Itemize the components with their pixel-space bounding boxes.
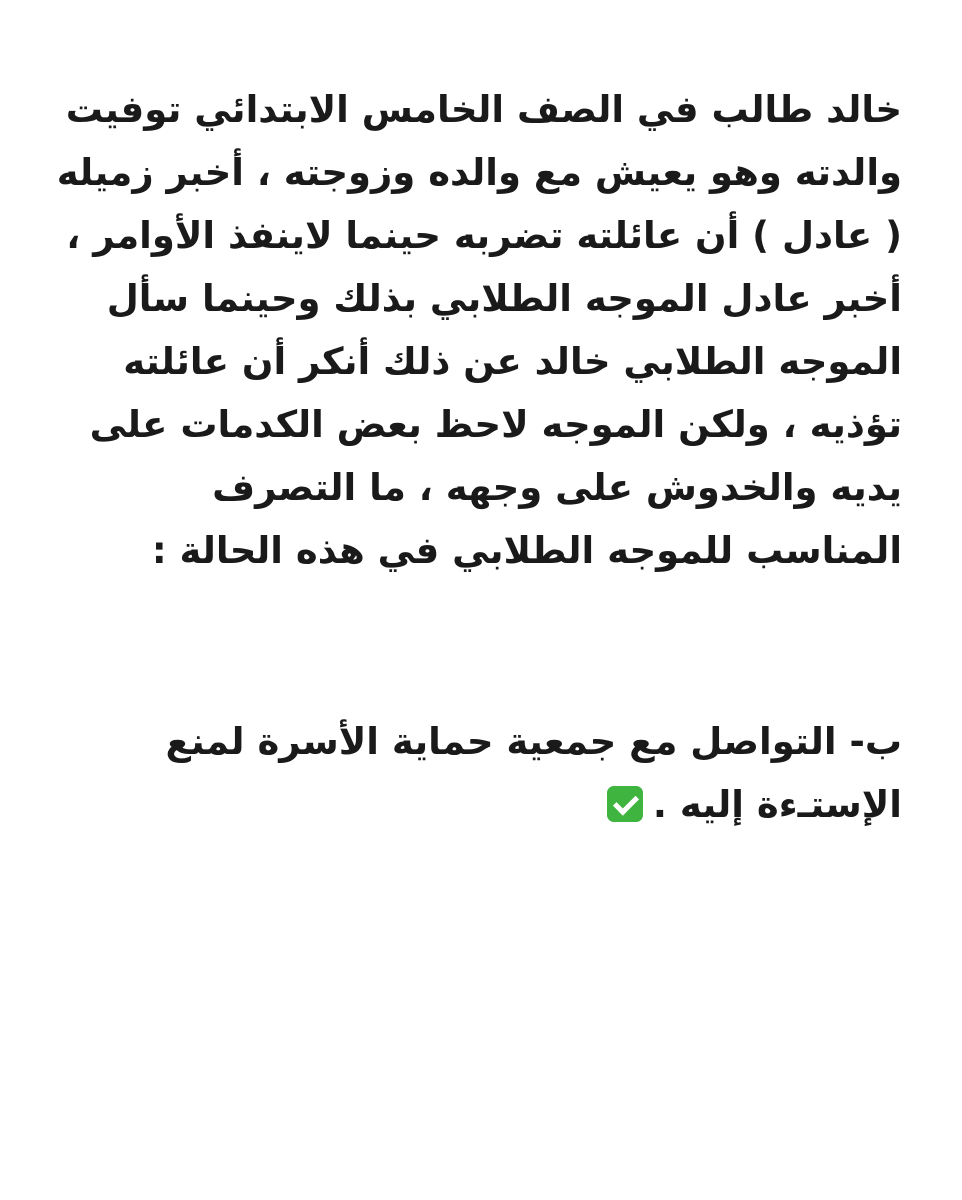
question-line: تؤذيه ، ولكن الموجه لاحظ بعض الكدمات على	[89, 403, 902, 446]
question-block	[56, 78, 902, 582]
question-line: أخبر عادل الموجه الطلابي بذلك وحينما سأل	[106, 277, 902, 320]
question-line: الموجه الطلابي خالد عن ذلك أنكر أن عائلته	[123, 340, 902, 383]
question-line: والدته وهو يعيش مع والده وزوجته ، أخبر زميله	[56, 151, 902, 194]
question-line: المناسب للموجه الطلابي في هذه الحالة :	[151, 529, 902, 572]
answer-line: ب- التواصل مع جمعية حماية الأسرة لمنع	[165, 720, 902, 763]
question-line: خالد طالب في الصف الخامس الابتدائي توفيت	[65, 88, 902, 131]
answer-line-with-check	[90, 773, 902, 836]
note-text	[56, 78, 902, 836]
question-line: ( عادل ) أن عائلته تضربه حينما لاينفذ الأوامر ،	[66, 214, 902, 257]
answer-block	[90, 710, 902, 836]
check-mark-button-icon	[607, 786, 643, 822]
answer-line-text: الإستـءة إليه .	[652, 783, 902, 826]
question-line: يديه والخدوش على وجهه ، ما التصرف	[212, 466, 902, 509]
